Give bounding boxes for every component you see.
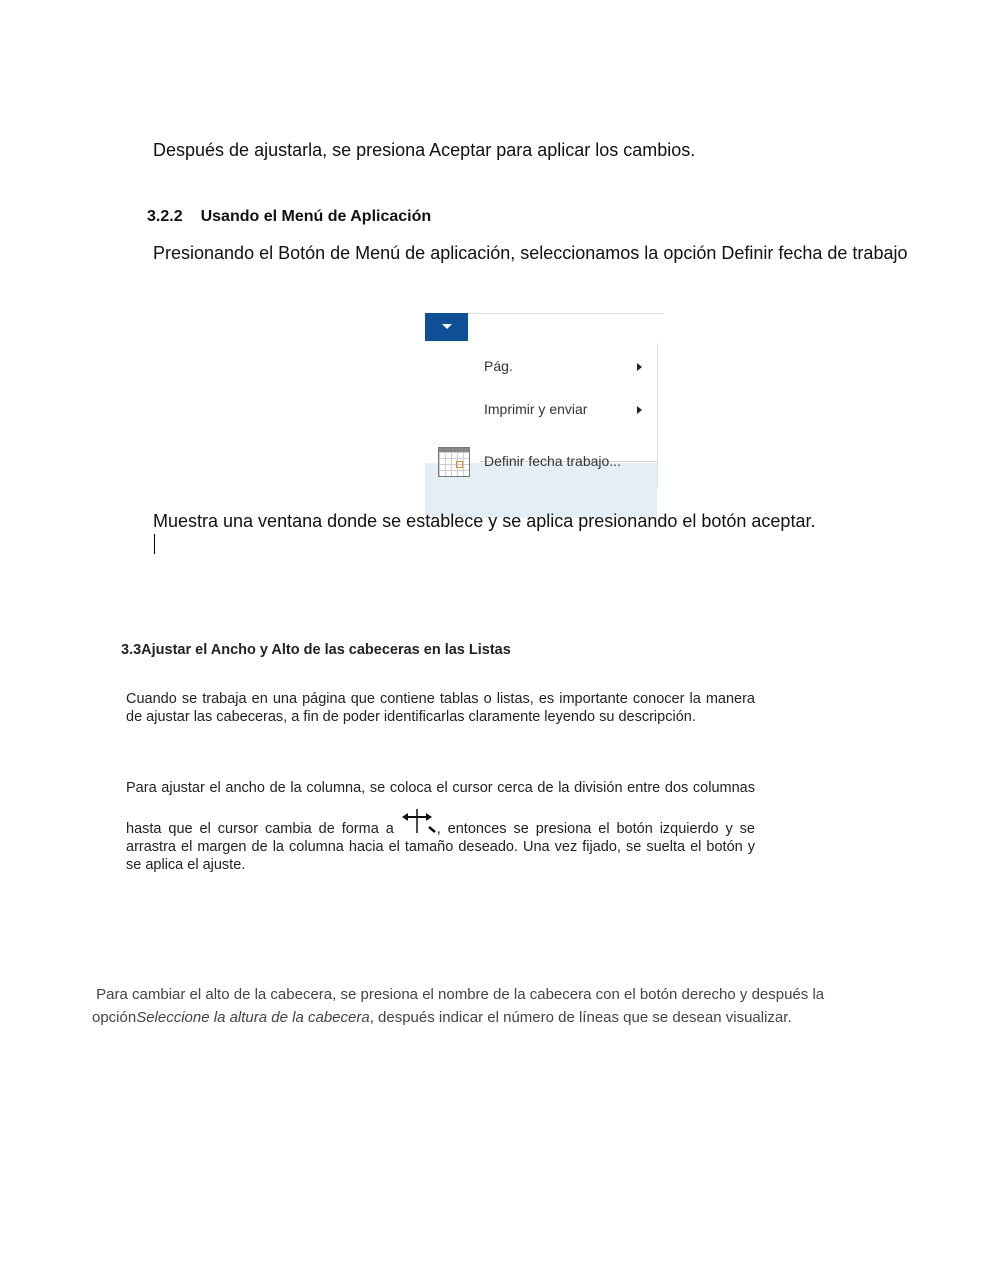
text-cursor: [154, 534, 155, 554]
menu-panel: [425, 343, 658, 488]
application-menu-screenshot: [425, 313, 664, 488]
section-number: 3.2.2: [147, 208, 183, 225]
section-number: 3.3: [121, 642, 142, 658]
paragraph-ancho: [126, 779, 755, 874]
menu-item-definir-fecha[interactable]: Definir fecha trabajo...: [484, 453, 621, 469]
menu-item-imprimir-enviar[interactable]: Imprimir y enviar: [484, 401, 588, 417]
resize-cursor-icon: [401, 807, 437, 837]
paragraph-alto: [92, 983, 862, 1029]
paragraph-text: , entonces se presiona el botón izquierdo y se arrastra el margen de la columna hacia el tamaño deseado. Una vez fijado, se suelta el botón y se aplica el ajuste.: [126, 821, 755, 873]
calendar-icon: [438, 447, 470, 477]
application-menu-button[interactable]: [425, 313, 468, 341]
paragraph-cuando: Cuando se trabaja en una página que contiene tablas o listas, es importante conocer la manera de ajustar las cabeceras, a fin de poder identificarlas claramente leyendo su descripción.: [126, 691, 755, 725]
paragraph-text: Para ajustar el ancho de la columna, se coloca el cursor cerca de la división entre dos columnas hasta que el cursor cambia de forma a: [126, 780, 755, 837]
submenu-arrow-icon: [637, 406, 642, 414]
section-heading-3-3: [121, 642, 511, 658]
submenu-arrow-icon: [637, 363, 642, 371]
paragraph-text: Para cambiar el alto de la cabecera, se presiona el nombre de la cabecera con el botón derecho y después la opción: [92, 986, 829, 1026]
section-title: Ajustar el Ancho y Alto de las cabeceras en las Listas: [141, 642, 511, 658]
paragraph-window: Muestra una ventana donde se establece y se aplica presionando el botón aceptar.: [153, 511, 816, 531]
paragraph-press-menu: Presionando el Botón de Menú de aplicación, seleccionamos la opción Definir fecha de trabajo: [153, 243, 908, 263]
paragraph-text: , después indicar el número de líneas que se desean visualizar.: [369, 1009, 792, 1026]
option-name: Seleccione la altura de la cabecera: [136, 1009, 370, 1026]
menu-item-pag[interactable]: Pág.: [484, 358, 513, 374]
section-title: Usando el Menú de Aplicación: [200, 208, 432, 225]
paragraph-after-adjust: Después de ajustarla, se presiona Aceptar para aplicar los cambios.: [153, 140, 696, 160]
section-heading-3-2-2: [147, 208, 431, 226]
